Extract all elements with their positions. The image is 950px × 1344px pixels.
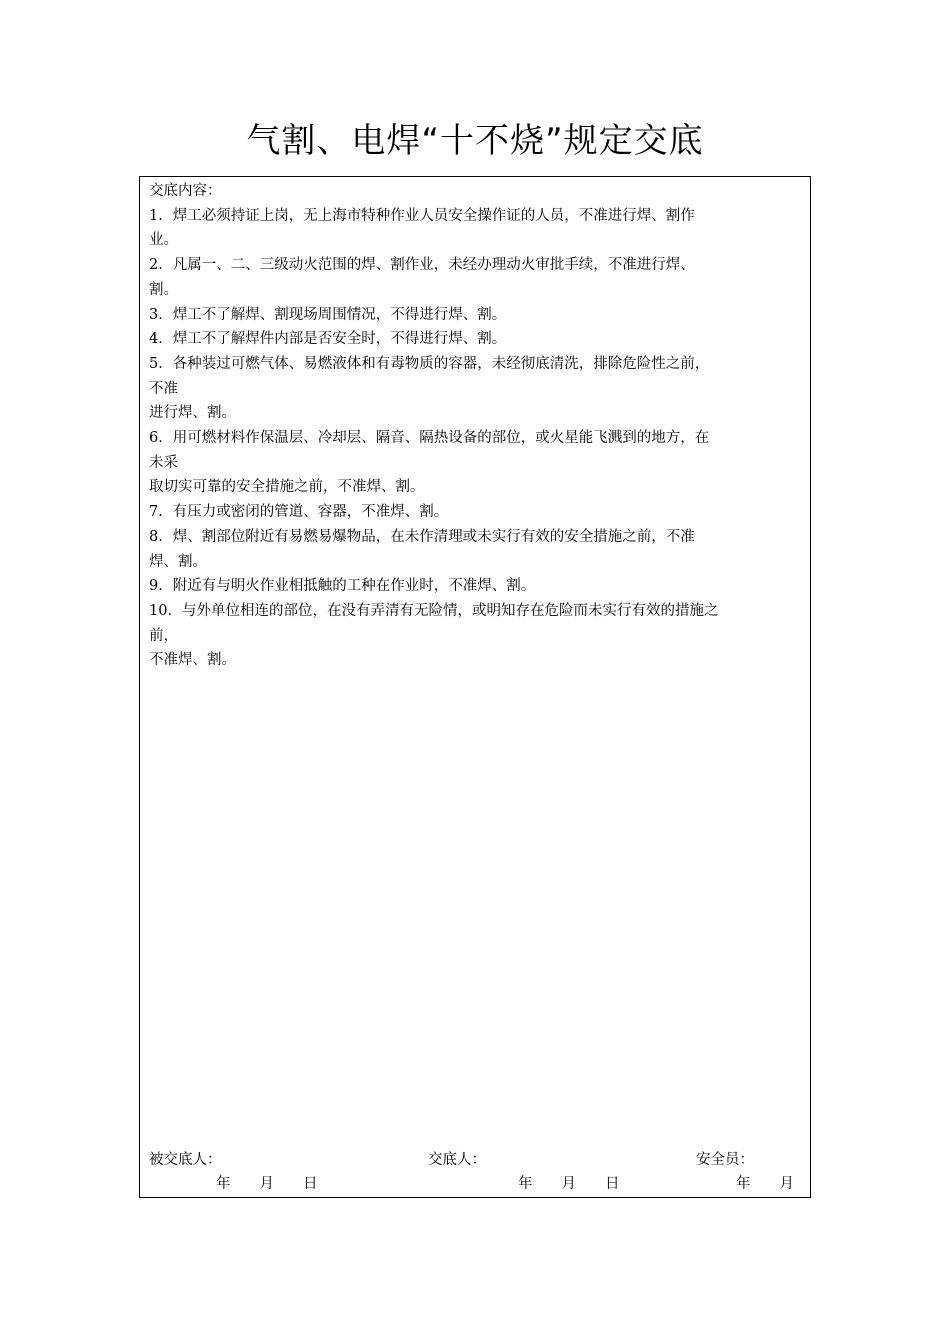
- content-line: 1．焊工必须持证上岗，无上海市特种作业人员安全操作证的人员，不准进行焊、割作: [149, 207, 695, 224]
- content-line: 3．焊工不了解焊、割现场周围情况，不得进行焊、割。: [149, 306, 507, 323]
- content-heading: 交底内容：: [149, 183, 222, 199]
- content-line: 10．与外单位相连的部位，在没有弄清有无险情，或明知存在危险而未实行有效的措施之: [149, 602, 719, 619]
- presenter-date: 年 月 日: [518, 1176, 620, 1192]
- content-line: 焊、割。: [149, 553, 207, 570]
- content-line: 进行焊、割。: [149, 405, 236, 422]
- briefing-form: [139, 176, 811, 1198]
- document-title: 气割、电焊“十不烧”规定交底: [246, 121, 704, 161]
- content-line: 7．有压力或密闭的管道、容器，不准焊、割。: [149, 504, 449, 521]
- content-line: 5．各种装过可燃气体、易燃液体和有毒物质的容器，未经彻底清洗，排除危险性之前，: [149, 355, 710, 372]
- content-line: 2．凡属一、二、三级动火范围的焊、割作业，未经办理动火审批手续，不准进行焊、: [149, 257, 695, 274]
- content-line: 未采: [149, 454, 178, 471]
- content-line: 割。: [149, 281, 178, 298]
- presenter-signature-label: 交底人：: [428, 1152, 486, 1168]
- content-line: 前，: [149, 627, 178, 644]
- recipient-date: 年 月 日: [216, 1176, 318, 1192]
- content-line: 8．焊、割部位附近有易燃易爆物品，在未作清理或未实行有效的安全措施之前，不准: [149, 528, 695, 545]
- content-line: 9．附近有与明火作业相抵触的工种在作业时，不准焊、割。: [149, 578, 536, 595]
- recipient-signature-label: 被交底人：: [149, 1152, 222, 1168]
- content-line: 不准: [149, 380, 178, 397]
- safety-officer-signature-label: 安全员：: [696, 1152, 754, 1168]
- content-line: 6．用可燃材料作保温层、冷却层、隔音、隔热设备的部位，或火星能飞溅到的地方，在: [149, 430, 710, 447]
- briefing-content: [149, 179, 803, 673]
- content-line: 4．焊工不了解焊件内部是否安全时，不得进行焊、割。: [149, 331, 507, 348]
- content-line: 取切实可靠的安全措施之前，不准焊、割。: [149, 479, 425, 496]
- content-line: 业。: [149, 232, 178, 249]
- safety-officer-date: 年 月: [736, 1176, 794, 1192]
- content-line: 不准焊、割。: [149, 652, 236, 669]
